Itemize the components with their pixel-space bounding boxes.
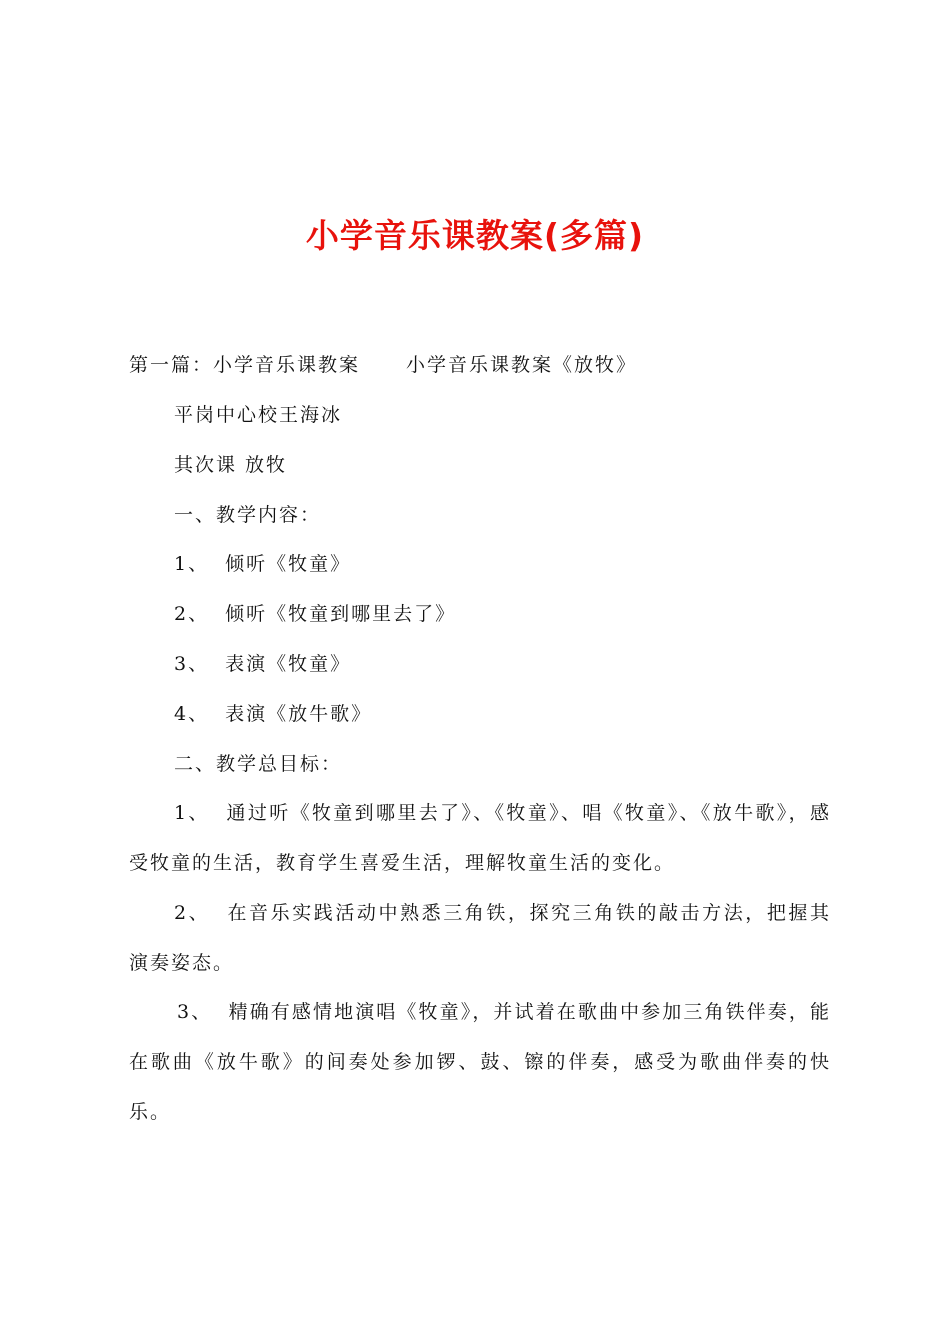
content-item: 4、 表演《放牛歌》 xyxy=(174,703,373,725)
part-heading xyxy=(129,351,637,379)
author-line: 平岗中心校王海冰 xyxy=(174,404,343,426)
part-heading-label: 第一篇：小学音乐课教案 xyxy=(129,354,361,376)
lesson-line: 其次课 放牧 xyxy=(174,454,288,476)
goal-paragraph: 2、 在音乐实践活动中熟悉三角铁，探究三角铁的敲击方法，把握其演奏姿态。 xyxy=(129,902,831,974)
part-heading-subtitle: 小学音乐课教案《放牧》 xyxy=(406,354,638,376)
section-heading-goals: 二、教学总目标： xyxy=(174,753,343,775)
goal-paragraph: 3、 精确有感情地演唱《牧童》，并试着在歌曲中参加三角铁伴奏，能在歌曲《放牛歌》的间奏处参加锣、鼓、镲的伴奏，感受为歌曲伴奏的快乐。 xyxy=(129,1001,831,1123)
section-heading-content: 一、教学内容： xyxy=(174,504,322,526)
content-item: 1、 倾听《牧童》 xyxy=(174,553,352,575)
document-title: 小学音乐课教案(多篇) xyxy=(305,216,645,255)
goal-paragraph: 1、 通过听《牧童到哪里去了》、《牧童》、唱《牧童》、《放牛歌》，感受牧童的生活，教育学生喜爱生活，理解牧童生活的变化。 xyxy=(129,802,831,874)
content-item: 2、 倾听《牧童到哪里去了》 xyxy=(174,603,457,625)
content-item: 3、 表演《牧童》 xyxy=(174,653,352,675)
